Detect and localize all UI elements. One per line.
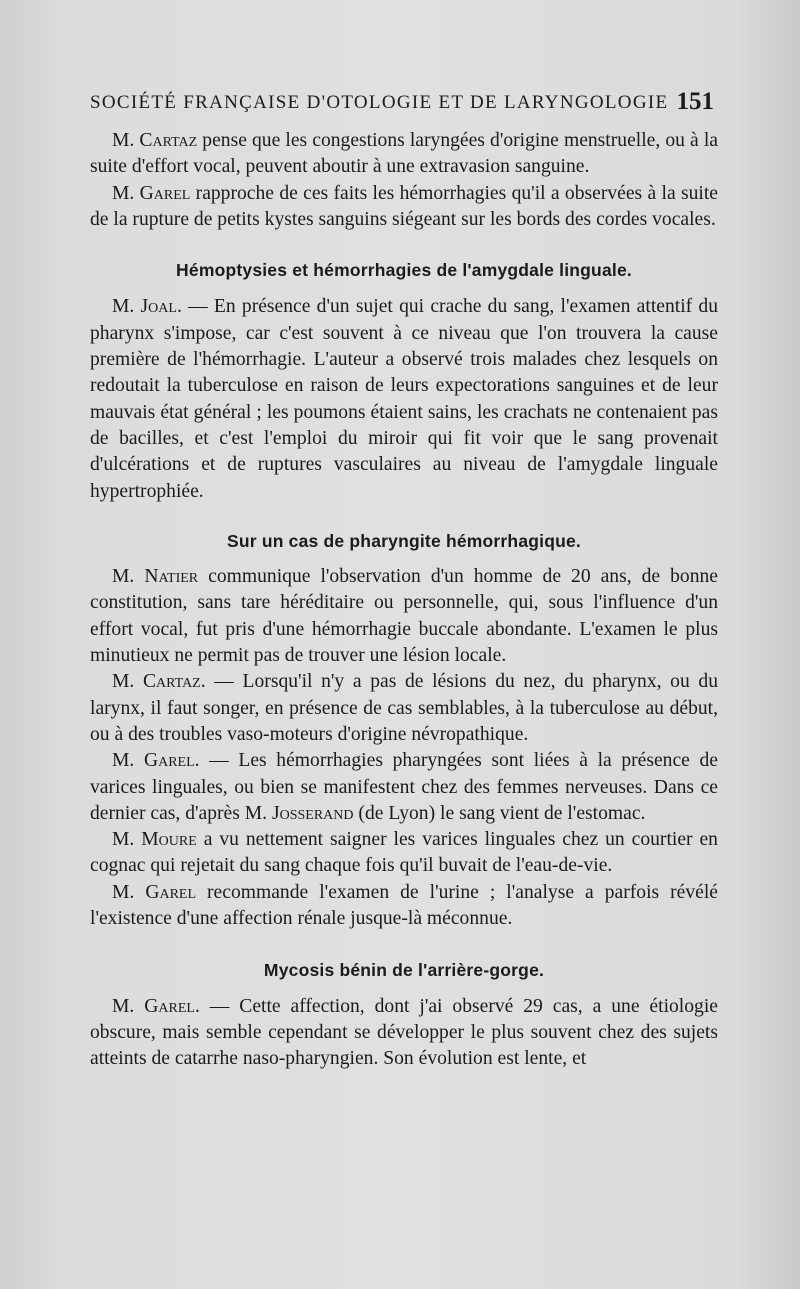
running-title: SOCIÉTÉ FRANÇAISE D'OTOLOGIE ET DE LARYNGOLOGIE	[90, 92, 669, 113]
paragraph	[90, 128, 718, 181]
paragraph-text: — Cette affection, dont j'ai observé 29 cas, a une étiologie obscure, mais semble cependant se développer le plus souvent chez des sujets atteints de catarrhe naso-pharyngien. Son évolution est lente, et	[90, 995, 718, 1070]
paragraph-text: communique l'observation d'un homme de 20 ans, de bonne constitution, sans tare héréditaire ou personnelle, qui, sous l'influence d'un effort vocal, fut pris d'une hémorrhagie buccale abondante. L'examen le plus minutieux ne permit pas de trouver une lésion locale.	[90, 566, 719, 667]
speaker-name: M. Garel	[112, 881, 197, 903]
paragraph	[90, 994, 718, 1073]
cited-name: Josserand	[271, 802, 354, 824]
speaker-name: M. Joal.	[112, 296, 182, 318]
paragraph-text: a vu nettement saigner les varices linguales chez un courtier en cognac qui rejetait du sang chaque fois qu'il buvait de l'eau-de-vie.	[90, 829, 718, 877]
paragraph-text: recommande l'examen de l'urine ; l'analyse a parfois révélé l'existence d'une affection rénale jusque-là méconnue.	[90, 881, 718, 930]
paragraph	[90, 748, 718, 827]
speaker-name: M. Cartaz	[112, 130, 198, 151]
body-text	[90, 128, 718, 1073]
paragraph-text: — Lorsqu'il n'y a pas de lésions du nez, du pharynx, ou du larynx, il faut songer, en présence de cas semblables, à la tuberculose au début, ou à des troubles vaso-moteurs d'origine névropathique.	[90, 671, 718, 745]
paragraph	[90, 669, 718, 748]
section-heading: Sur un cas de pharyngite hémorrhagique.	[227, 530, 581, 551]
running-header	[90, 88, 714, 122]
speaker-name: M. Cartaz.	[112, 671, 206, 693]
paragraph	[90, 827, 718, 880]
paragraph-text: — Les hémorrhagies pharyngées sont liées à la présence de varices linguales, ou bien se manifestent chez des femmes nerveuses. Dans ce dernier cas, d'après M.	[90, 750, 718, 824]
section-heading: Hémoptysies et hémorrhagies de l'amygdale linguale.	[176, 260, 632, 281]
paragraph-text: rapproche de ces faits les hémorrhagies qu'il a observées à la suite de la rupture de petits kystes sanguins siégeant sur les bords des cordes vocales.	[90, 182, 718, 230]
paragraph	[90, 564, 718, 669]
paragraph-text: pense que les congestions laryngées d'origine menstruelle, ou à la suite d'effort vocal, peuvent aboutir à une extravasion sanguine.	[90, 130, 718, 178]
paragraph	[90, 181, 718, 234]
speaker-name: M. Moure	[112, 829, 197, 851]
speaker-name: M. Natier	[112, 566, 199, 588]
paragraph	[90, 880, 718, 933]
speaker-name: M. Garel	[112, 182, 191, 204]
paragraph-text: (de Lyon) le sang vient de l'estomac.	[353, 802, 646, 824]
paragraph-text: — En présence d'un sujet qui crache du sang, l'examen attentif du pharynx s'impose, car c'est souvent à ce niveau que l'on trouvera la cause première de l'hémorrhagie. L'auteur a observé trois malades chez lesquels on redoutait la tuberculose en raison de leurs expectorations sanguines et de leur mauvais état général ; les poumons étaient sains, les crachats ne contenaient pas de bacilles, et c'est l'emploi du miroir qui fit voir que le sang provenait d'ulcérations et de ruptures vasculaires au niveau de l'amygdale linguale hypertrophiée.	[90, 296, 719, 502]
speaker-name: M. Garel.	[112, 750, 200, 772]
speaker-name: M. Garel.	[112, 995, 200, 1017]
page-number: 151	[676, 88, 714, 115]
section-heading: Mycosis bénin de l'arrière-gorge.	[263, 960, 545, 981]
paragraph	[90, 294, 718, 504]
